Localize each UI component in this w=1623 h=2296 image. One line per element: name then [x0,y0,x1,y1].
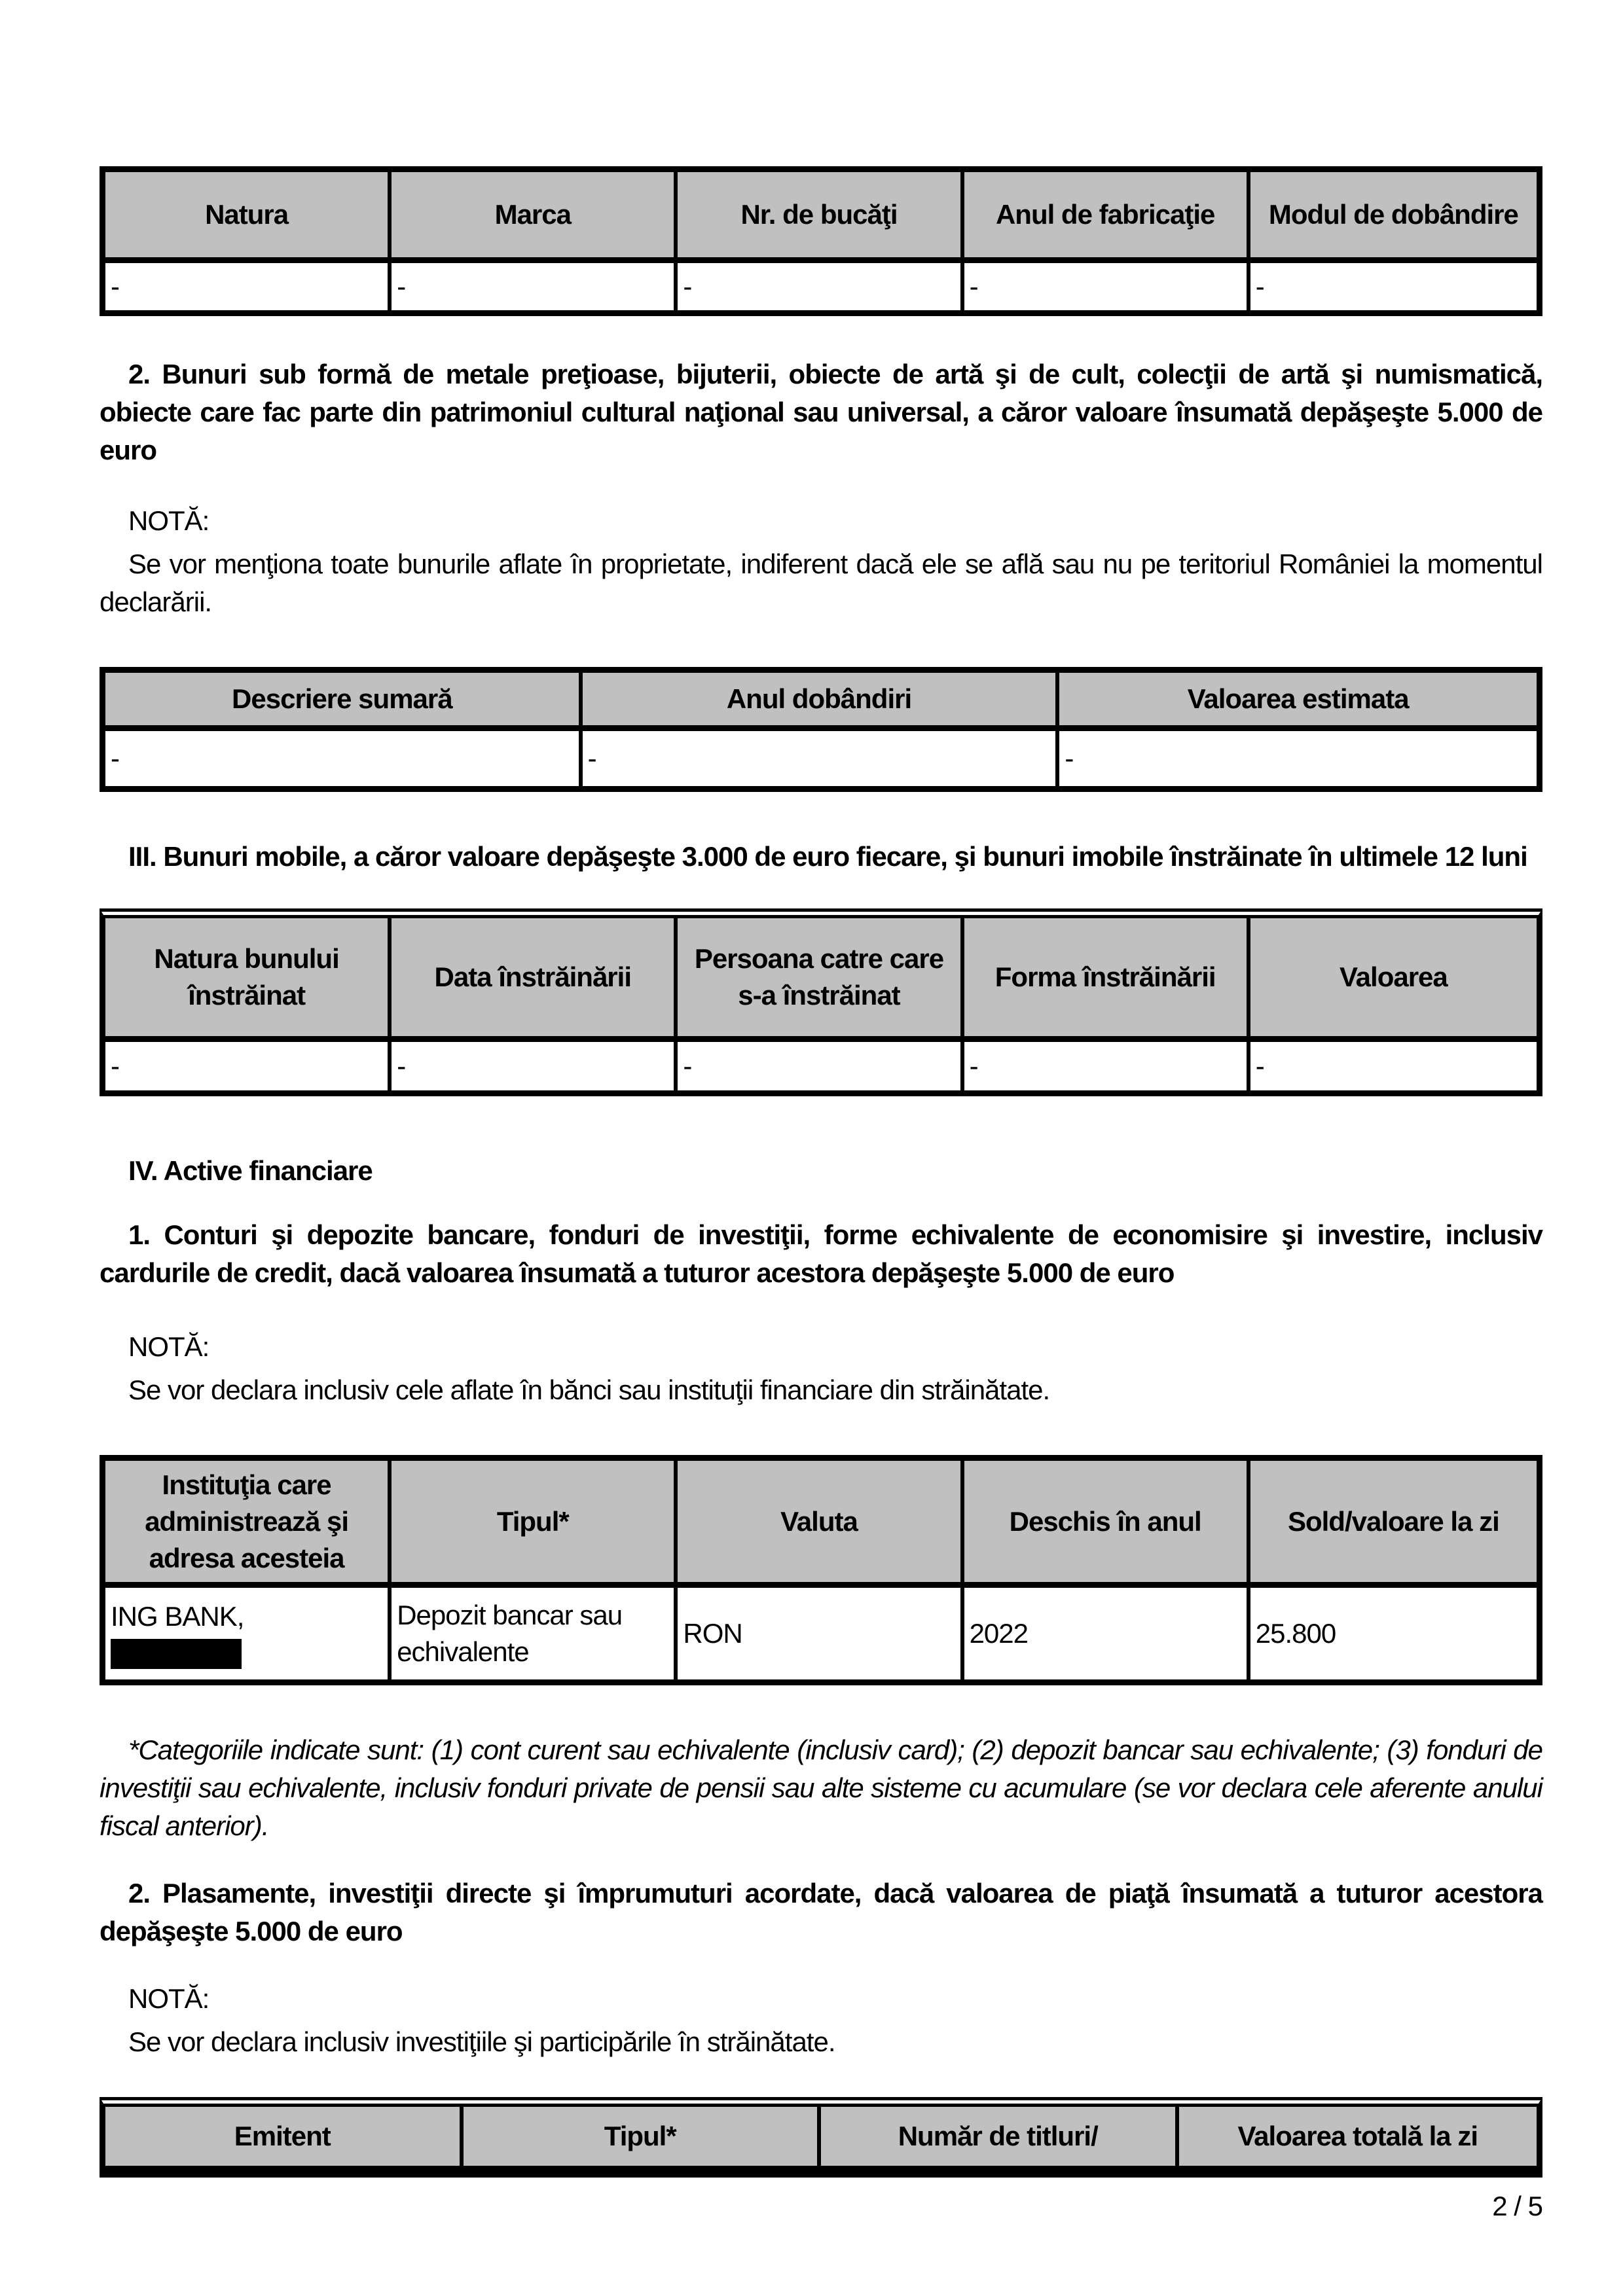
column-header-valoare-totala: Valoarea totală la zi [1179,2107,1537,2172]
redaction-box [111,1639,242,1669]
bank-header-row [105,1461,1537,1588]
page-number: 2 / 5 [1492,2191,1542,2221]
column-header-numar-titluri: Număr de titluri/ [821,2107,1179,2172]
table-cell: - [105,1042,392,1090]
nota-label: NOTĂ: [128,1983,210,2014]
table-cell: - [1255,271,1264,302]
section-iv-1-heading: 1. Conturi şi depozite bancare, fonduri de investiţii, forme echivalente de economisire şi investire, inclusiv cardurile de credit, dacă valoarea însumată a tuturor acestora depăşeşte 5.000 de euro [100,1219,1542,1288]
table-cell: - [678,263,964,310]
valuables-header-row [105,673,1537,731]
securities-table [100,2097,1542,2178]
column-header-tipul: Tipul* [464,2107,822,2172]
page-content [100,0,1542,2225]
vehicles-data-row [105,263,1537,310]
vehicles-header-row [105,172,1537,263]
vehicles-table [100,166,1542,316]
section-ii-2-heading: 2. Bunuri sub formă de metale preţioase, bijuterii, obiecte de artă şi de cult, colecţii de artă şi numismatică, obiecte care fac parte din patrimoniul cultural naţional sau universal, a căror valoare însumată depăşeşte 5.000 de euro [100,359,1542,465]
bank-data-row [105,1588,1537,1679]
securities-header-row [105,2107,1537,2172]
column-header-an-fabricatie: Anul de fabricaţie [964,172,1250,263]
categories-footnote: *Categoriile indicate sunt: (1) cont curent sau echivalente (inclusiv card); (2) depozit bancar sau echivalente; (3) fonduri de investiţii sau echivalente, inclusiv fonduri private de pensii sau alte sisteme cu acumulare (se vor declara cele aferente anului fiscal anterior). [100,1734,1542,1841]
column-header-deschis-in-anul: Deschis în anul [964,1461,1250,1588]
column-header-tipul: Tipul* [392,1461,678,1588]
table-cell: - [964,263,1250,310]
table-cell: - [964,1042,1250,1090]
column-header-anul-dobandiri: Anul dobândiri [583,673,1060,731]
alienated-header-row [105,918,1537,1042]
nota-text-3: Se vor declara inclusiv investiţiile şi participările în străinătate. [128,2026,835,2057]
column-header-emitent: Emitent [105,2107,464,2172]
column-header-natura-bunului: Natura bunului înstrăinat [105,918,392,1042]
column-header-descriere: Descriere sumară [105,673,583,731]
column-header-valuta: Valuta [678,1461,964,1588]
bank-currency-cell: RON [678,1588,964,1679]
column-header-persoana: Persoana catre care s-a înstrăinat [678,918,964,1042]
column-header-natura: Natura [105,172,392,263]
column-header-valoarea: Valoarea [1250,918,1537,1042]
section-iv-2-heading: 2. Plasamente, investiţii directe şi împrumuturi acordate, dacă valoarea de piaţă însumată a tuturor acestora depăşeşte 5.000 de euro [100,1878,1542,1946]
column-header-data-instrainarii: Data înstrăinării [392,918,678,1042]
alienated-data-row [105,1042,1537,1090]
section-iv-heading: IV. Active financiare [128,1155,373,1186]
nota-text-2: Se vor declara inclusiv cele aflate în bănci sau instituţii financiare din străinătate. [128,1374,1050,1405]
column-header-valoare-estimata: Valoarea estimata [1059,673,1537,731]
bank-year-cell: 2022 [964,1588,1250,1679]
bank-type-cell: Depozit bancar sau echivalente [392,1588,678,1679]
nota-label: NOTĂ: [128,1331,210,1362]
table-cell: - [105,263,392,310]
table-cell: - [392,263,678,310]
bank-name: ING BANK, [111,1601,244,1632]
valuables-data-row [105,731,1537,786]
section-iii-heading: III. Bunuri mobile, a căror valoare depăşeşte 3.000 de euro fiecare, şi bunuri imobile înstrăinate în ultimele 12 luni [128,841,1527,872]
nota-label: NOTĂ: [128,505,210,536]
table-cell: - [392,1042,678,1090]
bank-institution-cell [105,1588,392,1679]
table-cell: - [1065,743,1074,774]
table-cell: - [583,731,1060,786]
valuables-table [100,667,1542,792]
column-header-forma: Forma înstrăinării [964,918,1250,1042]
bank-balance-cell: 25.800 [1255,1618,1336,1649]
column-header-marca: Marca [392,172,678,263]
nota-text-1: Se vor menţiona toate bunurile aflate în proprietate, indiferent dacă ele se află sau nu pe teritoriul României la momentul declarării. [100,548,1542,617]
table-cell: - [678,1042,964,1090]
table-cell: - [105,731,583,786]
column-header-mod-dobandire: Modul de dobândire [1250,172,1537,263]
bank-accounts-table [100,1455,1542,1685]
column-header-sold: Sold/valoare la zi [1250,1461,1537,1588]
column-header-nr-bucati: Nr. de bucăţi [678,172,964,263]
table-cell: - [1255,1050,1264,1081]
alienated-goods-table [100,908,1542,1096]
column-header-institutia: Instituţia care administrează şi adresa acesteia [105,1461,392,1588]
